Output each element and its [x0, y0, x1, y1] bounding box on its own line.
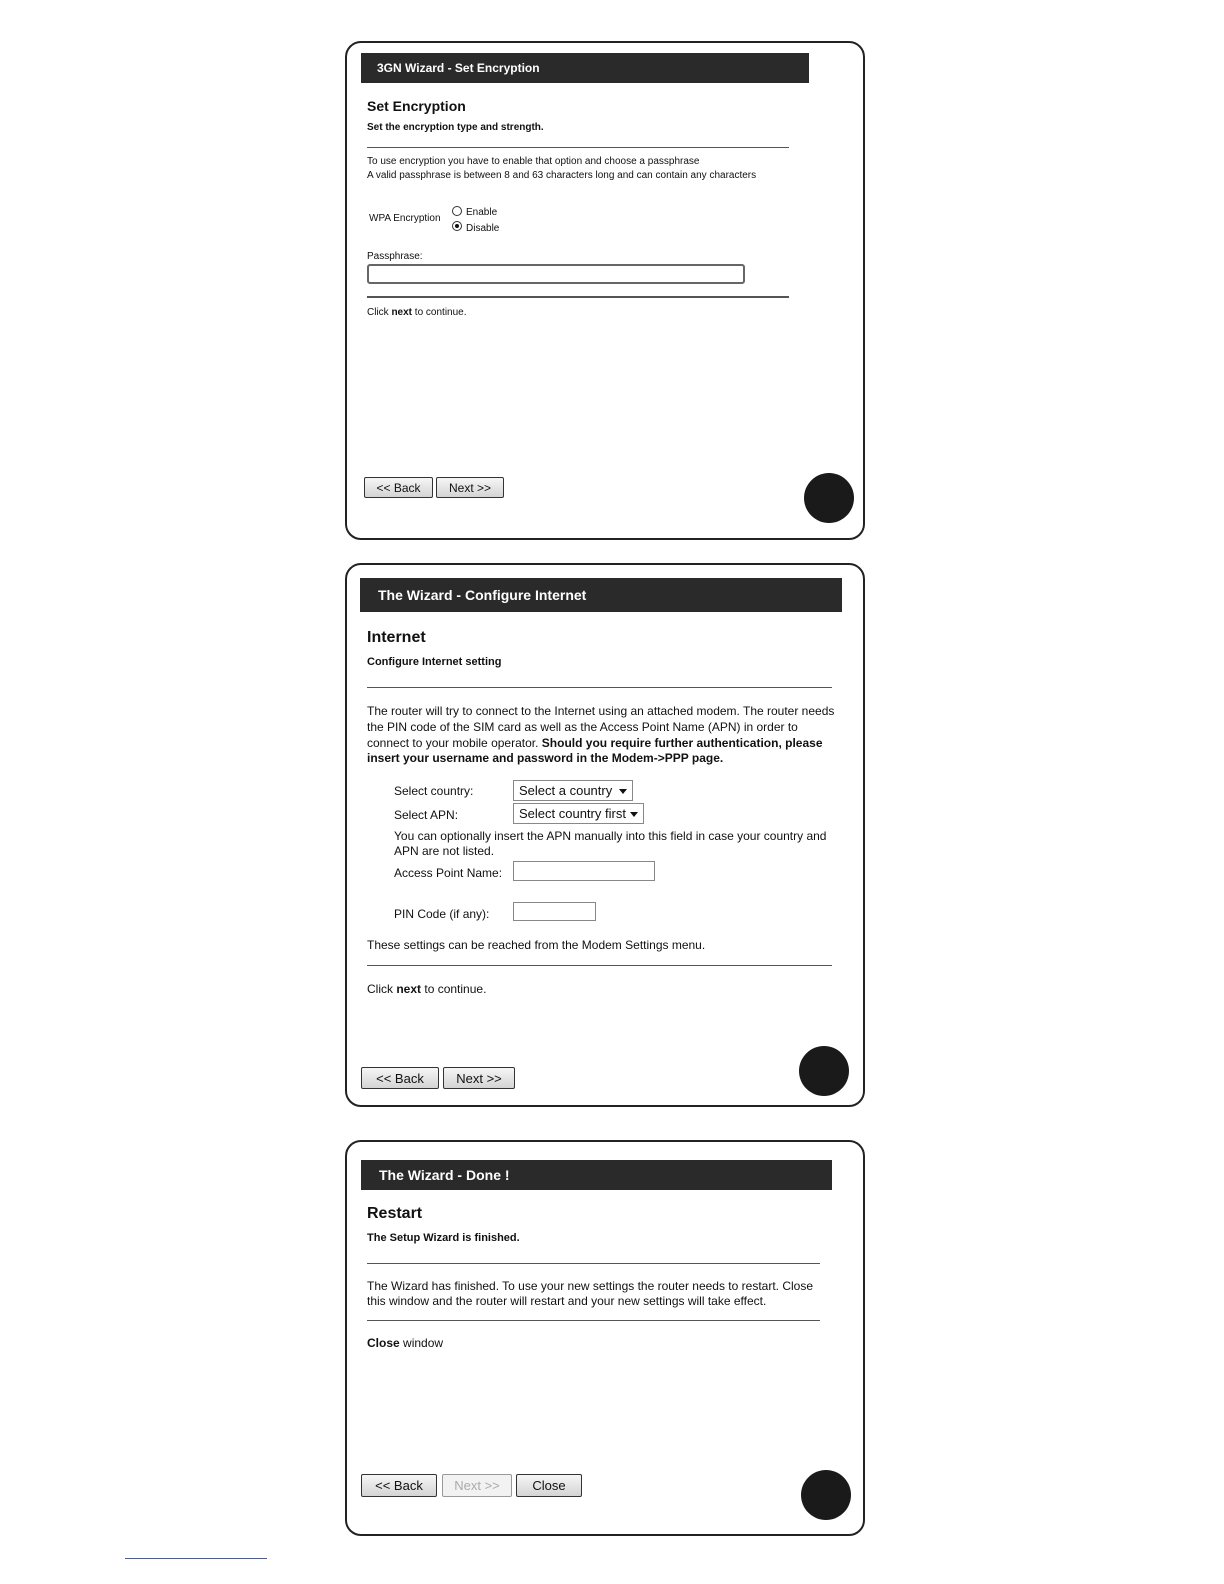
- back-button[interactable]: << Back: [361, 1067, 439, 1089]
- close-window-instruction: Close window: [367, 1336, 444, 1350]
- chevron-down-icon: [630, 812, 638, 817]
- divider: [367, 147, 789, 148]
- close-button[interactable]: Close: [516, 1474, 582, 1497]
- next-button[interactable]: Next >>: [442, 1474, 512, 1497]
- description-line: The router will try to connect to the Internet using an attached modem. The router needs: [367, 704, 835, 718]
- panel-title: The Wizard - Configure Internet: [378, 587, 587, 603]
- access-point-name-label: Access Point Name:: [394, 866, 503, 880]
- divider: [367, 687, 832, 688]
- wizard-panel-internet: [345, 563, 865, 1107]
- section-heading: Internet: [367, 629, 426, 646]
- continue-instruction: Click next to continue.: [367, 307, 467, 318]
- footer-rule: [125, 1558, 267, 1559]
- passphrase-label: Passphrase:: [367, 251, 423, 262]
- section-heading: Restart: [367, 1205, 423, 1222]
- panel-title: The Wizard - Done !: [379, 1167, 510, 1183]
- optional-apn-note: APN are not listed.: [394, 844, 495, 858]
- wizard-panel-done: [345, 1140, 865, 1536]
- optional-apn-note: You can optionally insert the APN manually into this field in case your country and: [394, 829, 827, 843]
- pin-code-input[interactable]: [513, 902, 596, 921]
- divider: [367, 1320, 820, 1321]
- step-marker-dot: [799, 1046, 849, 1096]
- description-line: The Wizard has finished. To use your new settings the router needs to restart. Close: [367, 1279, 814, 1293]
- description-line: the PIN code of the SIM card as well as the Access Point Name (APN) in order to: [367, 720, 798, 734]
- settings-note: These settings can be reached from the Modem Settings menu.: [367, 938, 706, 952]
- pin-code-label: PIN Code (if any):: [394, 907, 490, 921]
- info-text-line: To use encryption you have to enable that option and choose a passphrase: [367, 156, 700, 167]
- section-subheading: The Setup Wizard is finished.: [367, 1232, 520, 1244]
- wizard-panel-encryption: [345, 41, 865, 540]
- back-button[interactable]: << Back: [364, 477, 433, 498]
- country-select[interactable]: Select a country: [513, 780, 633, 801]
- next-button[interactable]: Next >>: [436, 477, 504, 498]
- step-marker-dot: [801, 1470, 851, 1520]
- step-marker-dot: [804, 473, 854, 523]
- divider: [367, 965, 832, 966]
- continue-instruction: Click next to continue.: [367, 982, 487, 996]
- wpa-encryption-label: WPA Encryption: [369, 213, 441, 224]
- panel-title-bar: [361, 1160, 832, 1190]
- divider: [367, 296, 789, 298]
- panel-title-bar: [360, 578, 842, 612]
- next-button[interactable]: Next >>: [443, 1067, 515, 1089]
- disable-radio[interactable]: [452, 221, 462, 231]
- chevron-down-icon: [619, 789, 627, 794]
- section-subheading: Configure Internet setting: [367, 656, 502, 668]
- enable-radio[interactable]: [452, 206, 462, 216]
- panel-title-bar: [361, 53, 809, 83]
- panel-title: 3GN Wizard - Set Encryption: [377, 61, 540, 75]
- section-heading: Set Encryption: [367, 98, 466, 114]
- description-line: connect to your mobile operator. Should you require further authentication, please: [367, 736, 823, 750]
- section-subheading: Set the encryption type and strength.: [367, 122, 544, 133]
- apn-select[interactable]: Select country first: [513, 803, 644, 824]
- passphrase-input[interactable]: [367, 264, 745, 284]
- apn-select-label: Select APN:: [394, 808, 459, 822]
- access-point-name-input[interactable]: [513, 861, 655, 881]
- info-text-line: A valid passphrase is between 8 and 63 characters long and can contain any characters: [367, 170, 757, 181]
- country-label: Select country:: [394, 784, 474, 798]
- divider: [367, 1263, 820, 1264]
- enable-radio-label: Enable: [466, 207, 498, 218]
- back-button[interactable]: << Back: [361, 1474, 437, 1497]
- description-line: insert your username and password in the Modem->PPP page.: [367, 751, 724, 765]
- description-line: this window and the router will restart and your new settings will take effect.: [367, 1294, 767, 1308]
- disable-radio-label: Disable: [466, 223, 500, 234]
